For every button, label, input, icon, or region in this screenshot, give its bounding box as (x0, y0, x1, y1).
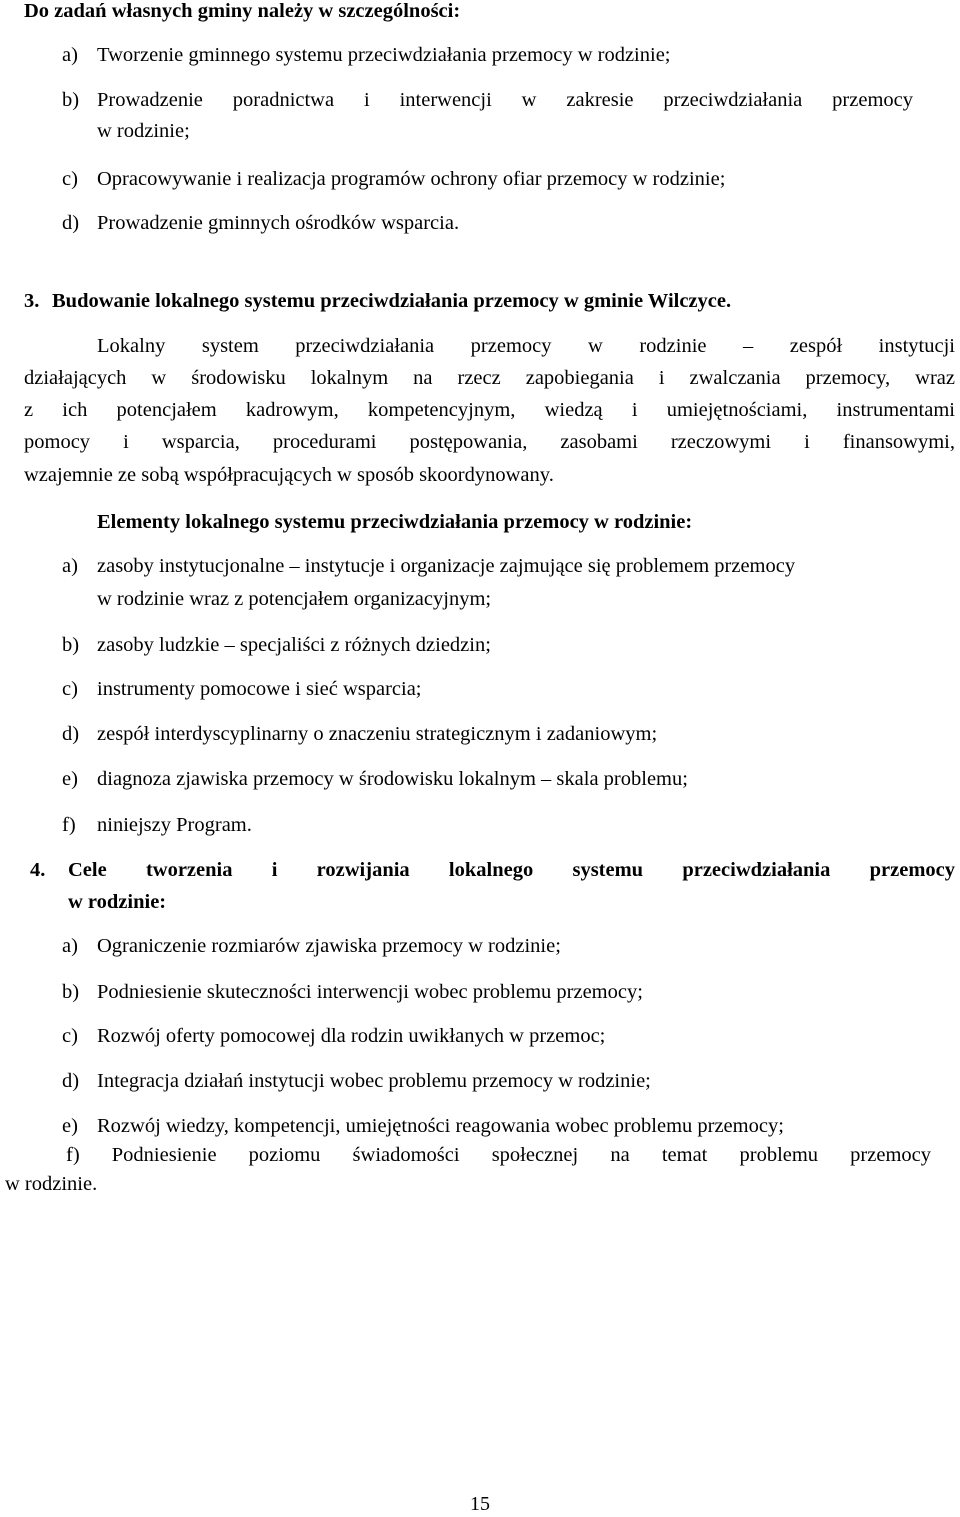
list-item-label: a) (62, 935, 78, 957)
list-item-label: d) (62, 1070, 80, 1092)
page-number: 15 (470, 1493, 490, 1515)
list-item-text: Opracowywanie i realizacja programów ochrony ofiar przemocy w rodzinie; (97, 168, 726, 190)
list-item-text: Integracja działań instytucji wobec problemu przemocy w rodzinie; (97, 1070, 651, 1092)
list-item-text: w rodzinie; (97, 120, 190, 142)
list-item-label: e) (62, 1115, 78, 1137)
list-item-label: c) (62, 678, 78, 700)
list-item-label: d) (62, 212, 80, 234)
subsection-heading: Elementy lokalnego systemu przeciwdziałania przemocy w rodzinie: (97, 511, 693, 533)
list-item-text: w rodzinie. (5, 1173, 98, 1195)
tasks-heading: Do zadań własnych gminy należy w szczególności: (24, 0, 461, 22)
paragraph-line: działających w środowisku lokalnym na rzecz zapobiegania i zwalczania przemocy, wraz (24, 367, 955, 389)
section-title: w rodzinie: (68, 891, 167, 913)
list-item-label: a) (62, 555, 78, 577)
list-item-text: Prowadzenie gminnych ośrodków wsparcia. (97, 212, 460, 234)
paragraph-line: Lokalny system przeciwdziałania przemocy w rodzinie – zespół instytucji (97, 335, 955, 357)
list-item-text: Podniesienie skuteczności interwencji wobec problemu przemocy; (97, 981, 643, 1003)
section-number: 4. (30, 859, 46, 881)
list-item-text: Rozwój oferty pomocowej dla rodzin uwikłanych w przemoc; (97, 1025, 606, 1047)
list-item-text: niniejszy Program. (97, 814, 252, 836)
list-item-text: Tworzenie gminnego systemu przeciwdziałania przemocy w rodzinie; (97, 44, 671, 66)
list-item-label: b) (62, 981, 80, 1003)
list-item-text: zasoby ludzkie – specjaliści z różnych dziedzin; (97, 634, 491, 656)
list-item-label: d) (62, 723, 80, 745)
list-item-text: Ograniczenie rozmiarów zjawiska przemocy w rodzinie; (97, 935, 561, 957)
list-item-label: a) (62, 44, 78, 66)
paragraph-line: z ich potencjałem kadrowym, kompetencyjnym, wiedzą i umiejętnościami, instrumentami (24, 399, 955, 421)
list-item-label: b) (62, 89, 80, 111)
list-item-label: c) (62, 1025, 78, 1047)
list-item-text: Rozwój wiedzy, kompetencji, umiejętności reagowania wobec problemu przemocy; (97, 1115, 784, 1137)
list-item-label: b) (62, 634, 80, 656)
list-item-text: Prowadzenie poradnictwa i interwencji w zakresie przeciwdziałania przemocy (97, 89, 913, 111)
paragraph-line: pomocy i wsparcia, procedurami postępowania, zasobami rzeczowymi i finansowymi, (24, 431, 955, 453)
list-item-label: c) (62, 168, 78, 190)
list-item-text: zespół interdyscyplinarny o znaczeniu strategicznym i zadaniowym; (97, 723, 658, 745)
section-title: Budowanie lokalnego systemu przeciwdziałania przemocy w gminie Wilczyce. (52, 290, 732, 312)
list-item-text: zasoby instytucjonalne – instytucje i organizacje zajmujące się problemem przemocy (97, 555, 796, 577)
section-title: Cele tworzenia i rozwijania lokalnego systemu przeciwdziałania przemocy (68, 859, 955, 881)
list-item-text: diagnoza zjawiska przemocy w środowisku lokalnym – skala problemu; (97, 768, 688, 790)
list-item-label: e) (62, 768, 78, 790)
list-item-text: f) Podniesienie poziomu świadomości społecznej na temat problemu przemocy (66, 1144, 931, 1166)
list-item-text: w rodzinie wraz z potencjałem organizacyjnym; (97, 588, 492, 610)
paragraph-line: wzajemnie ze sobą współpracujących w sposób skoordynowany. (24, 464, 554, 486)
section-number: 3. (24, 290, 40, 312)
list-item-text: instrumenty pomocowe i sieć wsparcia; (97, 678, 422, 700)
list-item-label: f) (62, 814, 76, 836)
